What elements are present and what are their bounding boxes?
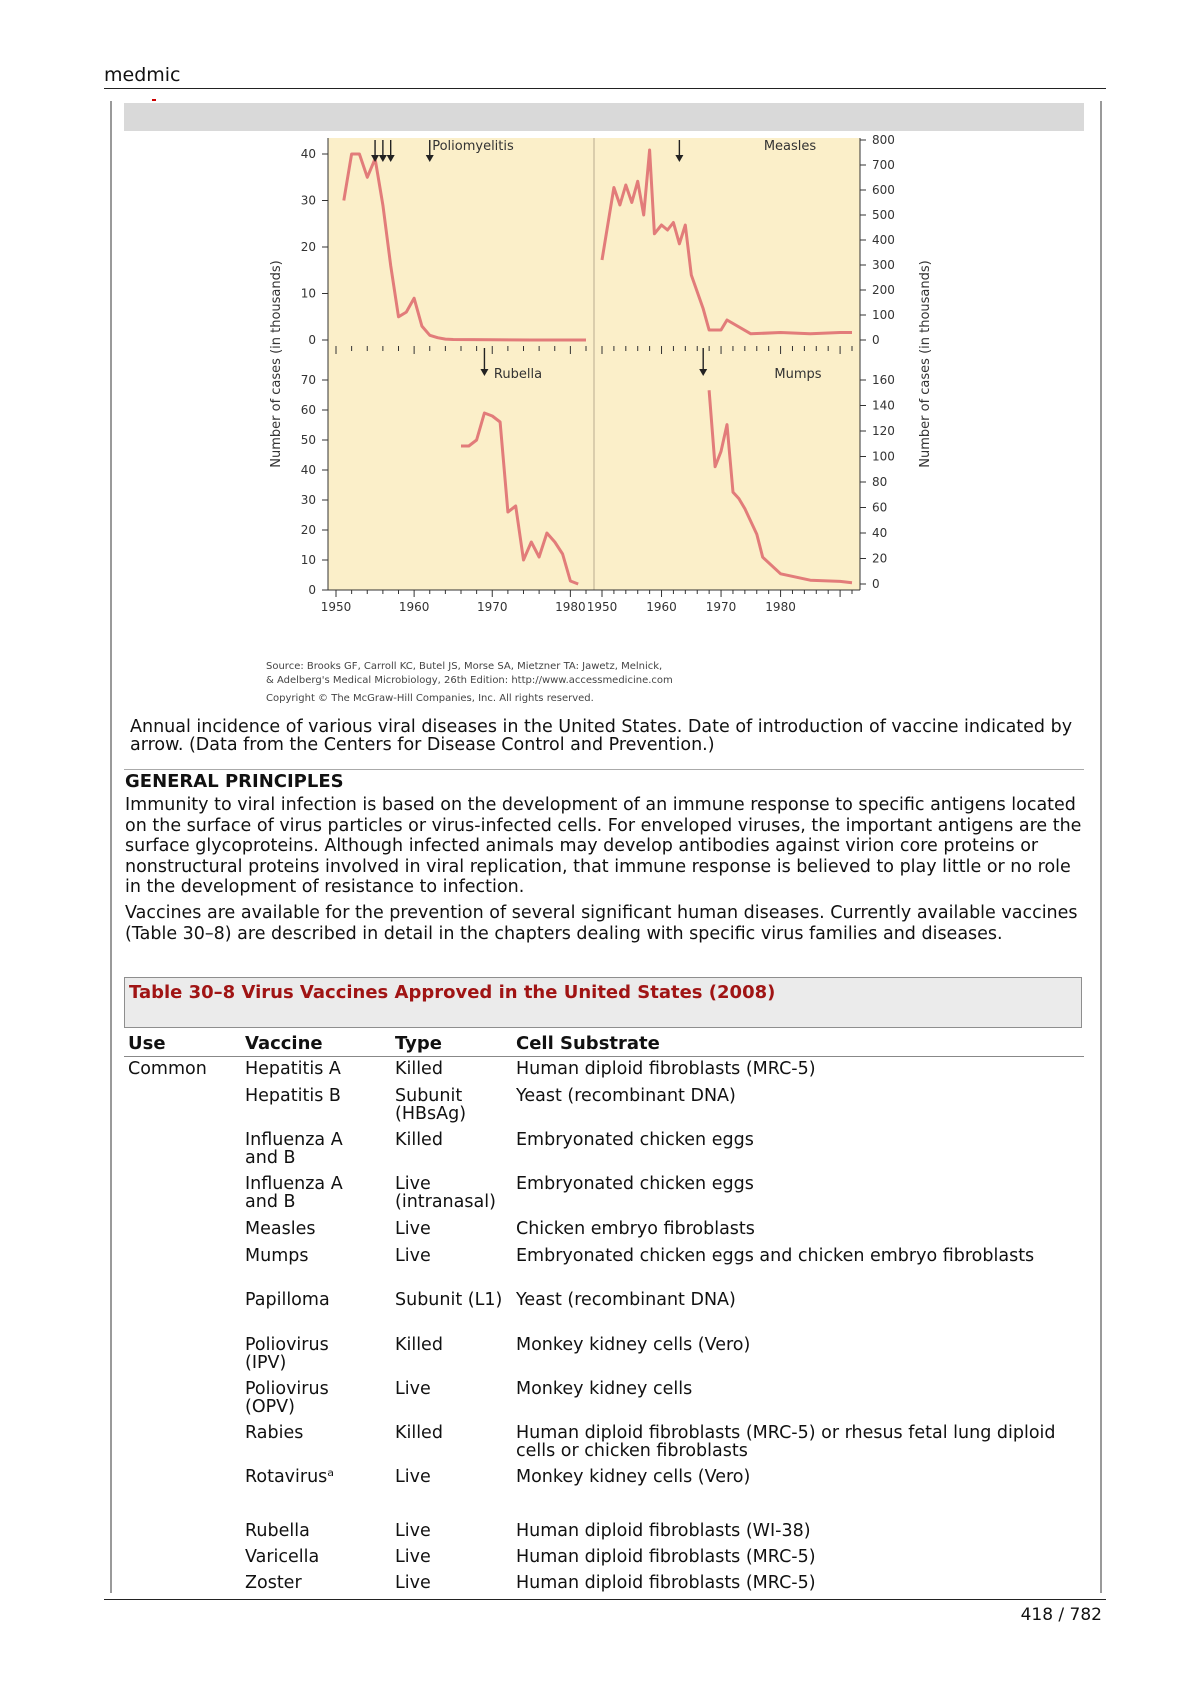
table-title-box: [124, 977, 1082, 1028]
cell-use: Common: [128, 1059, 207, 1079]
cell-vaccine: Poliovirus (IPV): [245, 1335, 329, 1373]
table-header-divider: [124, 1056, 1084, 1057]
cell-vaccine: Measles: [245, 1219, 316, 1239]
cell-cell-substrate: Embryonated chicken eggs and chicken embryo fibroblasts: [516, 1246, 1035, 1266]
rubella-ytick-label: 70: [300, 373, 316, 387]
page-number: 418 / 782: [1020, 1605, 1102, 1625]
cell-type: Live (intranasal): [395, 1174, 496, 1212]
measles-panel-bg: [594, 138, 860, 346]
cell-vaccine: Rotavirusᵃ: [245, 1467, 335, 1487]
rubella-ytick-label: 20: [300, 523, 316, 537]
cell-cell-substrate: Human diploid fibroblasts (MRC-5) or rhesus fetal lung diploid cells or chicken fibroblasts: [516, 1423, 1056, 1461]
cell-type: Killed: [395, 1335, 443, 1355]
footer-divider: [104, 1599, 1106, 1600]
measles-ytick-label: 500: [872, 208, 895, 222]
cell-cell-substrate: Embryonated chicken eggs: [516, 1130, 754, 1150]
polio-ytick-label: 40: [300, 147, 316, 161]
cell-vaccine: Influenza A and B: [245, 1130, 343, 1168]
mumps-ytick-label: 40: [872, 526, 888, 540]
cell-cell-substrate: Yeast (recombinant DNA): [516, 1290, 736, 1310]
measles-title: Measles: [763, 139, 817, 154]
figure-header-band: [124, 103, 1084, 131]
polio-ytick-label: 30: [300, 193, 316, 208]
cell-cell-substrate: Human diploid fibroblasts (MRC-5): [516, 1547, 816, 1567]
cell-cell-substrate: Human diploid fibroblasts (WI-38): [516, 1521, 811, 1541]
polio-ytick-label: 0: [308, 333, 316, 347]
cell-type: Killed: [395, 1130, 443, 1150]
polio-panel-bg: [328, 138, 594, 346]
col-header-type: Type: [395, 1033, 442, 1054]
copyright: Copyright © The McGraw-Hill Companies, Inc. All rights reserved.: [266, 693, 594, 704]
right-axis-label: Number of cases (in thousands): [918, 260, 933, 468]
cell-vaccine: Mumps: [245, 1246, 309, 1266]
cell-vaccine: Papilloma: [245, 1290, 330, 1310]
x-tick-label: 1950: [586, 600, 618, 614]
cell-type: Live: [395, 1573, 431, 1593]
rubella-ytick-label: 40: [300, 463, 316, 477]
cell-cell-substrate: Human diploid fibroblasts (MRC-5): [516, 1573, 816, 1593]
paragraph-immunity: Immunity to viral infection is based on the development of an immune response to specific antigens located on the surface of virus particles or virus-infected cells. For enveloped viruses, the important antigens are the surface glycoproteins. Although infected animals may develop antibodies against virion core proteins or nonstructural proteins involved in viral replication, that immune response is believed to play little or no role in the development of resistance to infection.: [125, 795, 1082, 897]
measles-ytick-label: 700: [872, 158, 895, 172]
cell-cell-substrate: Embryonated chicken eggs: [516, 1174, 754, 1194]
site-name: medmic: [104, 64, 181, 86]
cell-cell-substrate: Monkey kidney cells (Vero): [516, 1467, 751, 1487]
header-divider: [104, 88, 1106, 89]
source-line-1: Source: Brooks GF, Carroll KC, Butel JS, Morse SA, Mietzner TA: Jawetz, Melnick,: [266, 661, 663, 672]
mumps-ytick-label: 100: [872, 449, 895, 464]
cell-type: Live: [395, 1467, 431, 1487]
x-tick-label: 1950: [320, 600, 352, 614]
measles-ytick-label: 800: [872, 133, 895, 147]
rubella-ytick-label: 10: [300, 553, 316, 567]
cell-vaccine: Poliovirus (OPV): [245, 1379, 329, 1417]
measles-ytick-label: 100: [872, 308, 895, 322]
rubella-ytick-label: 30: [300, 493, 316, 507]
mumps-ytick-label: 80: [872, 475, 888, 489]
cell-cell-substrate: Monkey kidney cells (Vero): [516, 1335, 751, 1355]
cell-type: Live: [395, 1379, 431, 1399]
polio-title: Poliomyelitis: [432, 139, 514, 154]
cell-type: Live: [395, 1219, 431, 1239]
cell-type: Subunit (HBsAg): [395, 1086, 467, 1124]
cell-type: Live: [395, 1547, 431, 1567]
table-title: Table 30–8 Virus Vaccines Approved in the United States (2008): [129, 982, 776, 1003]
rubella-title: Rubella: [493, 367, 543, 382]
cell-type: Killed: [395, 1423, 443, 1443]
col-header-use: Use: [128, 1033, 166, 1054]
x-tick-label: 1960: [398, 600, 430, 614]
mumps-panel-bg: [594, 346, 860, 590]
polio-ytick-label: 10: [300, 286, 316, 301]
cell-vaccine: Varicella: [245, 1547, 320, 1567]
cell-type: Subunit (L1): [395, 1290, 503, 1310]
cell-vaccine: Zoster: [245, 1573, 302, 1593]
x-tick-label: 1960: [646, 600, 677, 614]
cell-type: Live: [395, 1521, 431, 1541]
measles-ytick-label: 600: [872, 183, 895, 197]
cell-vaccine: Rubella: [245, 1521, 310, 1541]
cell-vaccine: Rabies: [245, 1423, 304, 1443]
mumps-title: Mumps: [774, 367, 822, 382]
cell-vaccine: Influenza A and B: [245, 1174, 343, 1212]
figure-caption: Annual incidence of various viral diseases in the United States. Date of introduction of vaccine indicated by arrow. (Data from the Centers for Disease Control and Prevention.): [130, 717, 1073, 755]
cell-cell-substrate: Yeast (recombinant DNA): [516, 1086, 736, 1106]
x-tick-label: 1980: [555, 600, 586, 614]
col-header-vaccine: Vaccine: [245, 1033, 323, 1054]
cell-type: Live: [395, 1246, 431, 1266]
cell-type: Killed: [395, 1059, 443, 1079]
measles-ytick-label: 400: [872, 233, 895, 247]
rubella-ytick-label: 60: [300, 403, 316, 417]
measles-ytick-label: 200: [872, 283, 895, 297]
figure: [124, 132, 1084, 712]
x-tick-label: 1970: [705, 600, 737, 614]
cell-cell-substrate: Monkey kidney cells: [516, 1379, 693, 1399]
source-line-2: & Adelberg's Medical Microbiology, 26th Edition: http://www.accessmedicine.com: [266, 675, 673, 686]
mumps-ytick-label: 140: [872, 398, 895, 413]
cell-cell-substrate: Chicken embryo fibroblasts: [516, 1219, 755, 1239]
x-tick-label: 1970: [476, 600, 508, 614]
section-heading: GENERAL PRINCIPLES: [125, 771, 344, 792]
cell-vaccine: Hepatitis A: [245, 1059, 341, 1079]
mumps-ytick-label: 160: [872, 373, 895, 387]
red-mark: [152, 99, 156, 101]
section-divider: [124, 769, 1084, 770]
measles-ytick-label: 0: [872, 333, 880, 347]
mumps-ytick-label: 120: [872, 424, 895, 438]
rubella-ytick-label: 0: [308, 583, 316, 597]
incidence-chart: [124, 132, 1084, 712]
left-axis-label: Number of cases (in thousands): [269, 260, 284, 468]
rubella-panel-bg: [328, 346, 594, 590]
col-header-cell-substrate: Cell Substrate: [516, 1033, 660, 1054]
cell-cell-substrate: Human diploid fibroblasts (MRC-5): [516, 1059, 816, 1079]
polio-ytick-label: 20: [300, 240, 316, 254]
x-tick-label: 1980: [765, 600, 796, 614]
cell-vaccine: Hepatitis B: [245, 1086, 341, 1106]
mumps-ytick-label: 60: [872, 500, 888, 515]
mumps-ytick-label: 20: [872, 551, 888, 566]
measles-ytick-label: 300: [872, 258, 895, 272]
mumps-ytick-label: 0: [872, 577, 880, 591]
rubella-ytick-label: 50: [300, 433, 316, 447]
paragraph-vaccines: Vaccines are available for the prevention of several significant human diseases. Currently available vaccines (Table 30–8) are described in detail in the chapters dealing with specific virus families and diseases.: [125, 903, 1078, 944]
